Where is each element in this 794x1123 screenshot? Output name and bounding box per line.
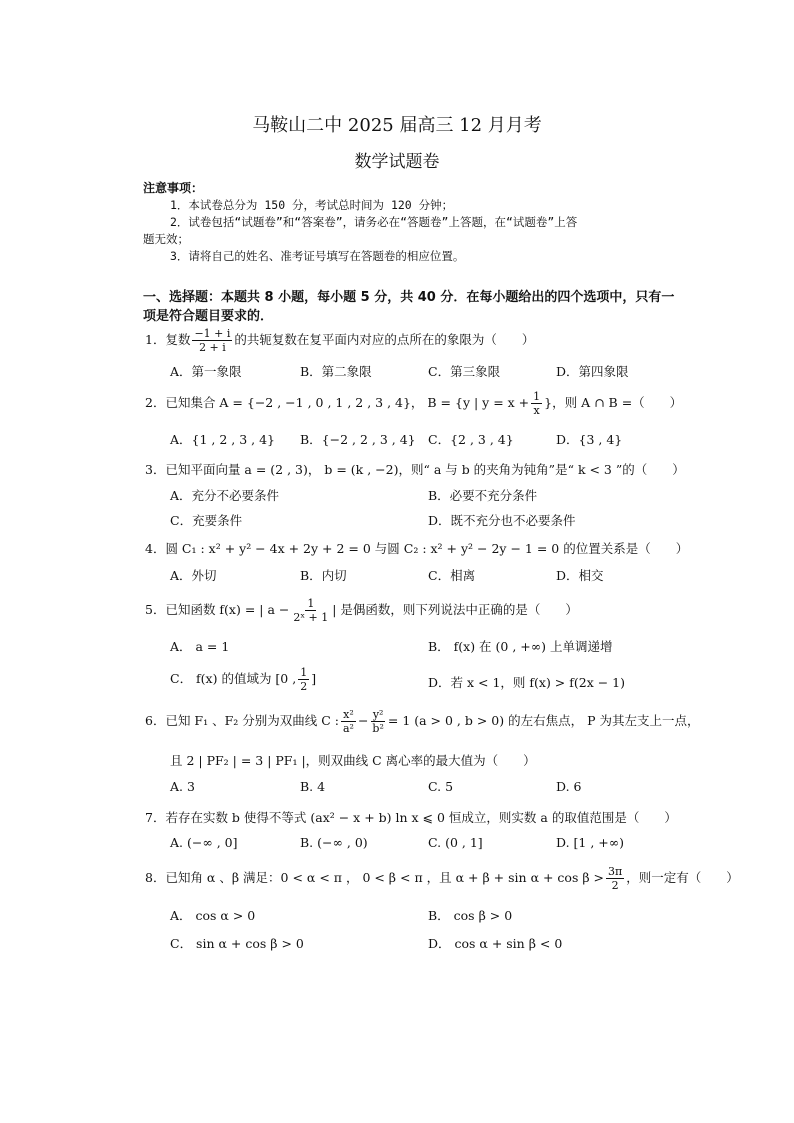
q3-option-d[interactable]: D．既不充分也不必要条件 <box>428 513 576 528</box>
q8-frac-den: 2 <box>611 879 619 892</box>
question-2 <box>145 390 682 417</box>
question-6 <box>145 708 699 735</box>
q7-option-c[interactable]: C. (0 , 1] <box>428 835 483 850</box>
q5-fraction <box>291 597 330 624</box>
q4-option-c[interactable]: C．相离 <box>428 568 476 583</box>
q2-text-a: 2．已知集合 A = {−2 , −1 , 0 , 1 , 2 , 3 , 4}， B = {y | y = x + <box>145 395 530 410</box>
q5-option-c[interactable] <box>170 666 316 693</box>
q1-suffix: 的共轭复数在复平面内对应的点所在的象限为（ ） <box>234 332 535 347</box>
note-item-1: 1．本试卷总分为 150 分，考试总时间为 120 分钟； <box>170 198 454 212</box>
q4-option-b[interactable]: B．内切 <box>300 568 347 583</box>
q5-option-a[interactable]: A． a = 1 <box>170 639 230 654</box>
question-7: 7．若存在实数 b 使得不等式 (ax² − x + b) ln x ⩽ 0 恒成立，则实数 a 的取值范围是（ ） <box>145 810 677 825</box>
q5-opt-c-post: ] <box>311 671 317 686</box>
q7-option-a[interactable]: A. (−∞ , 0] <box>170 835 238 850</box>
q6-fraction-2 <box>370 708 385 735</box>
note-item-2: 2．试卷包括“试题卷”和“答案卷”，请务必在“答题卷”上答题，在“试题卷”上答 <box>170 215 578 229</box>
q6-f1-num: x² <box>343 708 354 721</box>
q1-option-d[interactable]: D．第四象限 <box>556 364 629 379</box>
exam-title: 马鞍山二中 2025 届高三 12 月月考 <box>252 115 542 136</box>
q8-option-a[interactable]: A． cos α > 0 <box>170 908 256 923</box>
exam-subtitle: 数学试题卷 <box>354 152 440 172</box>
q2-frac-den: x <box>533 404 540 417</box>
q4-option-a[interactable]: A．外切 <box>170 568 217 583</box>
q5-option-d[interactable]: D．若 x < 1，则 f(x) > f(2x − 1) <box>428 675 625 690</box>
q3-option-a[interactable]: A．充分不必要条件 <box>170 488 280 503</box>
q2-option-d[interactable]: D．{3 , 4} <box>556 432 623 447</box>
q2-frac-num: 1 <box>533 390 541 403</box>
q1-option-a[interactable]: A．第一象限 <box>170 364 242 379</box>
question-6-line2: 且 2 | PF₂ | = 3 | PF₁ |，则双曲线 C 离心率的最大值为（ ） <box>170 753 536 768</box>
question-4: 4．圆 C₁ : x² + y² − 4x + 2y + 2 = 0 与圆 C₂ : x² + y² − 2y − 1 = 0 的位置关系是（ ） <box>145 541 689 556</box>
q6-f2-den: b² <box>372 722 384 735</box>
q2-option-c[interactable]: C．{2 , 3 , 4} <box>428 432 514 447</box>
q7-option-b[interactable]: B. (−∞ , 0) <box>300 835 368 850</box>
q8-option-c[interactable]: C． sin α + cos β > 0 <box>170 936 304 951</box>
q7-option-d[interactable]: D. [1 , +∞) <box>556 835 625 850</box>
q6-text-b: = 1 (a > 0 , b > 0) 的左右焦点， P 为其左支上一点， <box>387 713 700 728</box>
q1-prefix: 1．复数 <box>145 332 191 347</box>
q1-frac-den: 2 + i <box>199 341 226 354</box>
q6-text-a: 6．已知 F₁ 、F₂ 分别为双曲线 C : <box>145 713 339 728</box>
q6-minus: − <box>357 713 369 728</box>
q2-option-a[interactable]: A．{1 , 2 , 3 , 4} <box>170 432 276 447</box>
section-heading-line1: 一、选择题：本题共 8 小题，每小题 5 分，共 40 分．在每小题给出的四个选项中，只有一 <box>143 290 675 305</box>
q2-fraction <box>531 390 542 417</box>
q5-opt-c-den: 2 <box>300 680 308 693</box>
q1-option-b[interactable]: B．第二象限 <box>300 364 372 379</box>
q5-option-b[interactable]: B． f(x) 在 (0 , +∞) 上单调递增 <box>428 639 613 654</box>
question-1 <box>145 327 534 354</box>
q1-fraction <box>192 327 232 354</box>
q5-text-a: 5．已知函数 f(x) = | a − <box>145 602 290 617</box>
q8-text-a: 8．已知角 α 、β 满足：0 < α < π ， 0 < β < π ，且 α + β + sin α + cos β > <box>145 870 605 885</box>
q6-fraction-1 <box>341 708 356 735</box>
q6-f2-num: y² <box>372 708 384 721</box>
q4-option-d[interactable]: D．相交 <box>556 568 604 583</box>
q2-option-b[interactable]: B．{−2 , 2 , 3 , 4} <box>300 432 416 447</box>
q5-opt-c-num: 1 <box>300 666 308 679</box>
q2-text-b: }，则 A ∩ B =（ ） <box>544 395 683 410</box>
q5-opt-c-pre: C． f(x) 的值域为 [0 , <box>170 671 297 686</box>
q6-option-c[interactable]: C. 5 <box>428 779 454 794</box>
q5-text-b: | 是偶函数，则下列说法中正确的是（ ） <box>332 602 578 617</box>
q1-frac-num: −1 + i <box>194 327 231 340</box>
q8-frac-num: 3π <box>608 865 623 878</box>
note-item-3: 3．请将自己的姓名、准考证号填写在答题卷的相应位置。 <box>170 249 465 263</box>
q1-option-c[interactable]: C．第三象限 <box>428 364 501 379</box>
q6-f1-den: a² <box>342 722 354 735</box>
question-3: 3．已知平面向量 a = (2 , 3)， b = (k , −2)，则“ a 与 b 的夹角为钝角”是“ k < 3 ”的（ ） <box>145 462 685 477</box>
q8-option-b[interactable]: B． cos β > 0 <box>428 908 513 923</box>
q3-option-c[interactable]: C．充要条件 <box>170 513 243 528</box>
question-5 <box>145 597 578 624</box>
q6-option-d[interactable]: D. 6 <box>556 779 582 794</box>
q6-option-b[interactable]: B. 4 <box>300 779 326 794</box>
q8-fraction <box>606 865 624 892</box>
q8-text-b: ，则一定有（ ） <box>626 870 739 885</box>
notes-heading: 注意事项： <box>143 181 204 195</box>
question-8 <box>145 865 739 892</box>
q6-option-a[interactable]: A. 3 <box>170 779 195 794</box>
q8-option-d[interactable]: D． cos α + sin β < 0 <box>428 936 563 951</box>
section-heading-line2: 项是符合题目要求的． <box>143 309 274 324</box>
q3-option-b[interactable]: B．必要不充分条件 <box>428 488 538 503</box>
q5-opt-c-fraction <box>298 666 309 693</box>
note-item-2-cont: 题无效； <box>143 232 189 246</box>
q5-frac-den: 2ˣ + 1 <box>293 611 329 624</box>
q5-frac-num: 1 <box>307 597 315 610</box>
